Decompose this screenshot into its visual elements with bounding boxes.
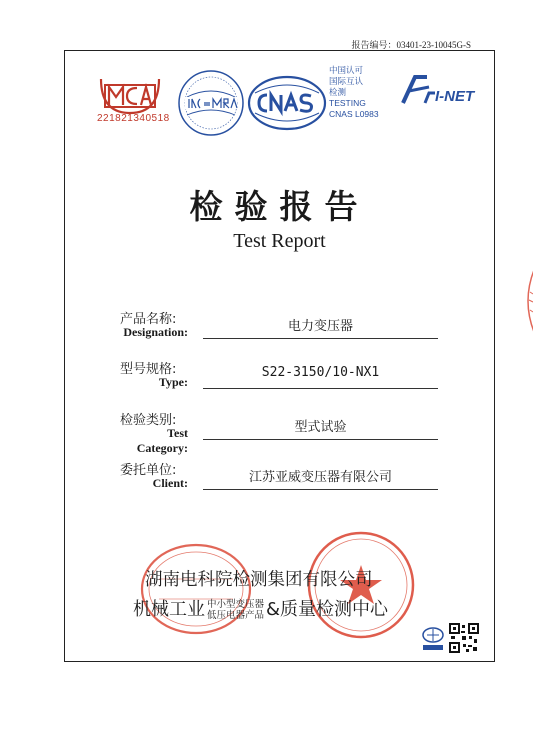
client-label-cn: 委托单位: — [120, 463, 177, 478]
test-category-value: 型式试验 — [294, 420, 347, 435]
designation-value: 电力变压器 — [287, 319, 353, 334]
type-value: S22-3150/10-NX1 — [261, 365, 380, 380]
institution-name: 湖南电科院检测集团有限公司 — [145, 570, 373, 590]
ilac-mra-logo-icon — [175, 67, 247, 139]
stack-top: 中小型变压器 — [207, 599, 265, 610]
report-number: 报告编号：03401-23-10045G-S — [351, 40, 471, 50]
inet-logo-icon — [399, 71, 481, 111]
type-underline — [203, 388, 438, 389]
stack-bottom: 低压电器产品 — [207, 610, 265, 621]
cnas-en-line-2: CNAS L0983 — [329, 109, 379, 119]
field-type — [120, 358, 440, 398]
designation-label-cn: 产品名称: — [120, 312, 177, 327]
qr-code-icon — [449, 623, 479, 653]
edge-stamp-fragment-icon — [520, 268, 533, 334]
report-title-cn: 检验报告 — [189, 187, 370, 226]
field-client — [120, 459, 440, 499]
cnas-en-line-1: TESTING — [329, 98, 366, 108]
field-designation — [120, 308, 440, 348]
report-title-en: Test Report — [233, 230, 326, 252]
cnas-cn-line-3: 检测 — [329, 87, 347, 97]
cnas-cn-line-2: 国际互认 — [329, 76, 364, 86]
cnas-accreditation-text — [329, 65, 379, 120]
test-category-underline — [203, 439, 438, 440]
institution-center-stack — [207, 599, 264, 621]
cnas-logo-icon — [247, 73, 327, 133]
institution-center-suffix: &质量检测中心 — [266, 599, 389, 620]
field-test-category — [120, 409, 440, 455]
type-label-cn: 型号规格: — [120, 362, 177, 377]
designation-label-en: Designation: — [123, 325, 188, 339]
institution-center-prefix: 机械工业 — [133, 599, 205, 620]
test-category-label-en: Test Category: — [136, 426, 188, 455]
hnetv-logo-icon — [421, 625, 445, 653]
cnas-cn-line-1: 中国认可 — [329, 65, 364, 75]
cma-number: 221821340518 — [97, 113, 170, 124]
client-underline — [203, 489, 438, 490]
client-label-en: Client: — [152, 476, 188, 490]
test-category-label-cn: 检验类别: — [120, 413, 177, 428]
designation-underline — [203, 338, 438, 339]
type-label-en: Type: — [158, 375, 188, 389]
svg-text:I-NET: I-NET — [435, 88, 475, 105]
institution-center — [133, 595, 388, 621]
certificate-frame — [64, 50, 495, 662]
client-value: 江苏亚威变压器有限公司 — [248, 470, 392, 485]
